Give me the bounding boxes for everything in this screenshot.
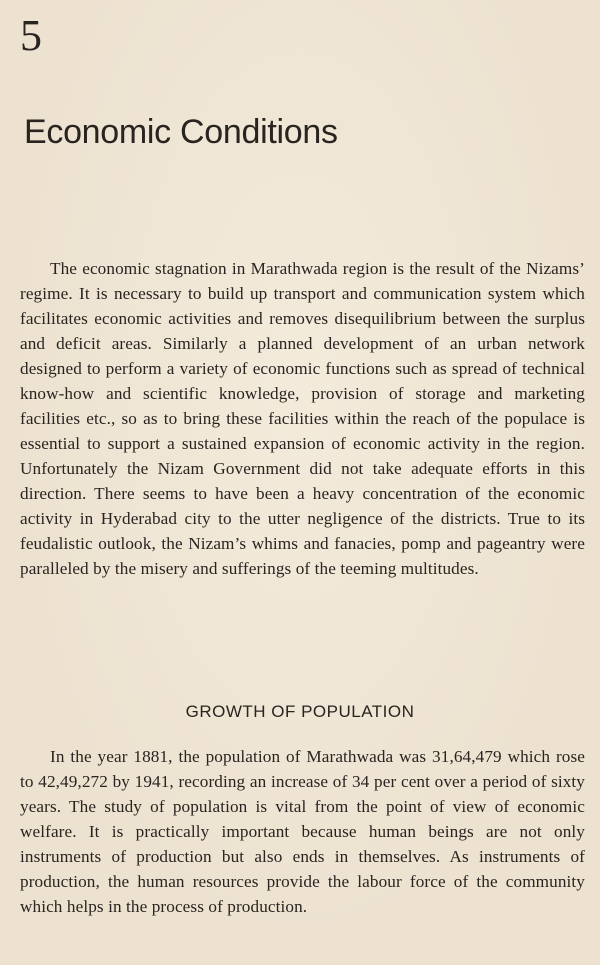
body-paragraph-1: The economic stagnation in Marathwada region is the result of the Nizams’ regime. It is necessary to build up transport and communication system which facilitates economic activities and removes disequilibrium between the surplus and deficit areas. Similarly a planned development of an urban network designed to perform a variety of economic functions such as spread of technical know-how and scientific knowledge, provision of storage and marketing facilities etc., so as to bring these facilities within the reach of the populace is essential to support a sustained expansion of economic activity in the region. Unfortunately the Nizam Government did not take adequate efforts in this direction. There seems to have been a heavy concentration of the economic activity in Hyderabad city to the utter negligence of the districts. True to its feudalistic outlook, the Nizam’s whims and fanacies, pomp and pageantry were paralleled by the misery and sufferings of the teeming multitudes. [20,259,585,578]
body-paragraph-2: In the year 1881, the population of Marathwada was 31,64,479 which rose to 42,49,272 by 1941, recording an increase of 34 per cent over a period of sixty years. The study of population is vital from the point of view of economic welfare. It is practically important because human beings are not only instruments of production but also ends in themselves. As instruments of production, the human resources provide the labour force of the community which helps in the process of production. [20,747,585,916]
section-heading: GROWTH OF POPULATION [185,702,415,721]
chapter-title: Economic Conditions [24,113,338,151]
chapter-number: 5 [20,11,42,60]
